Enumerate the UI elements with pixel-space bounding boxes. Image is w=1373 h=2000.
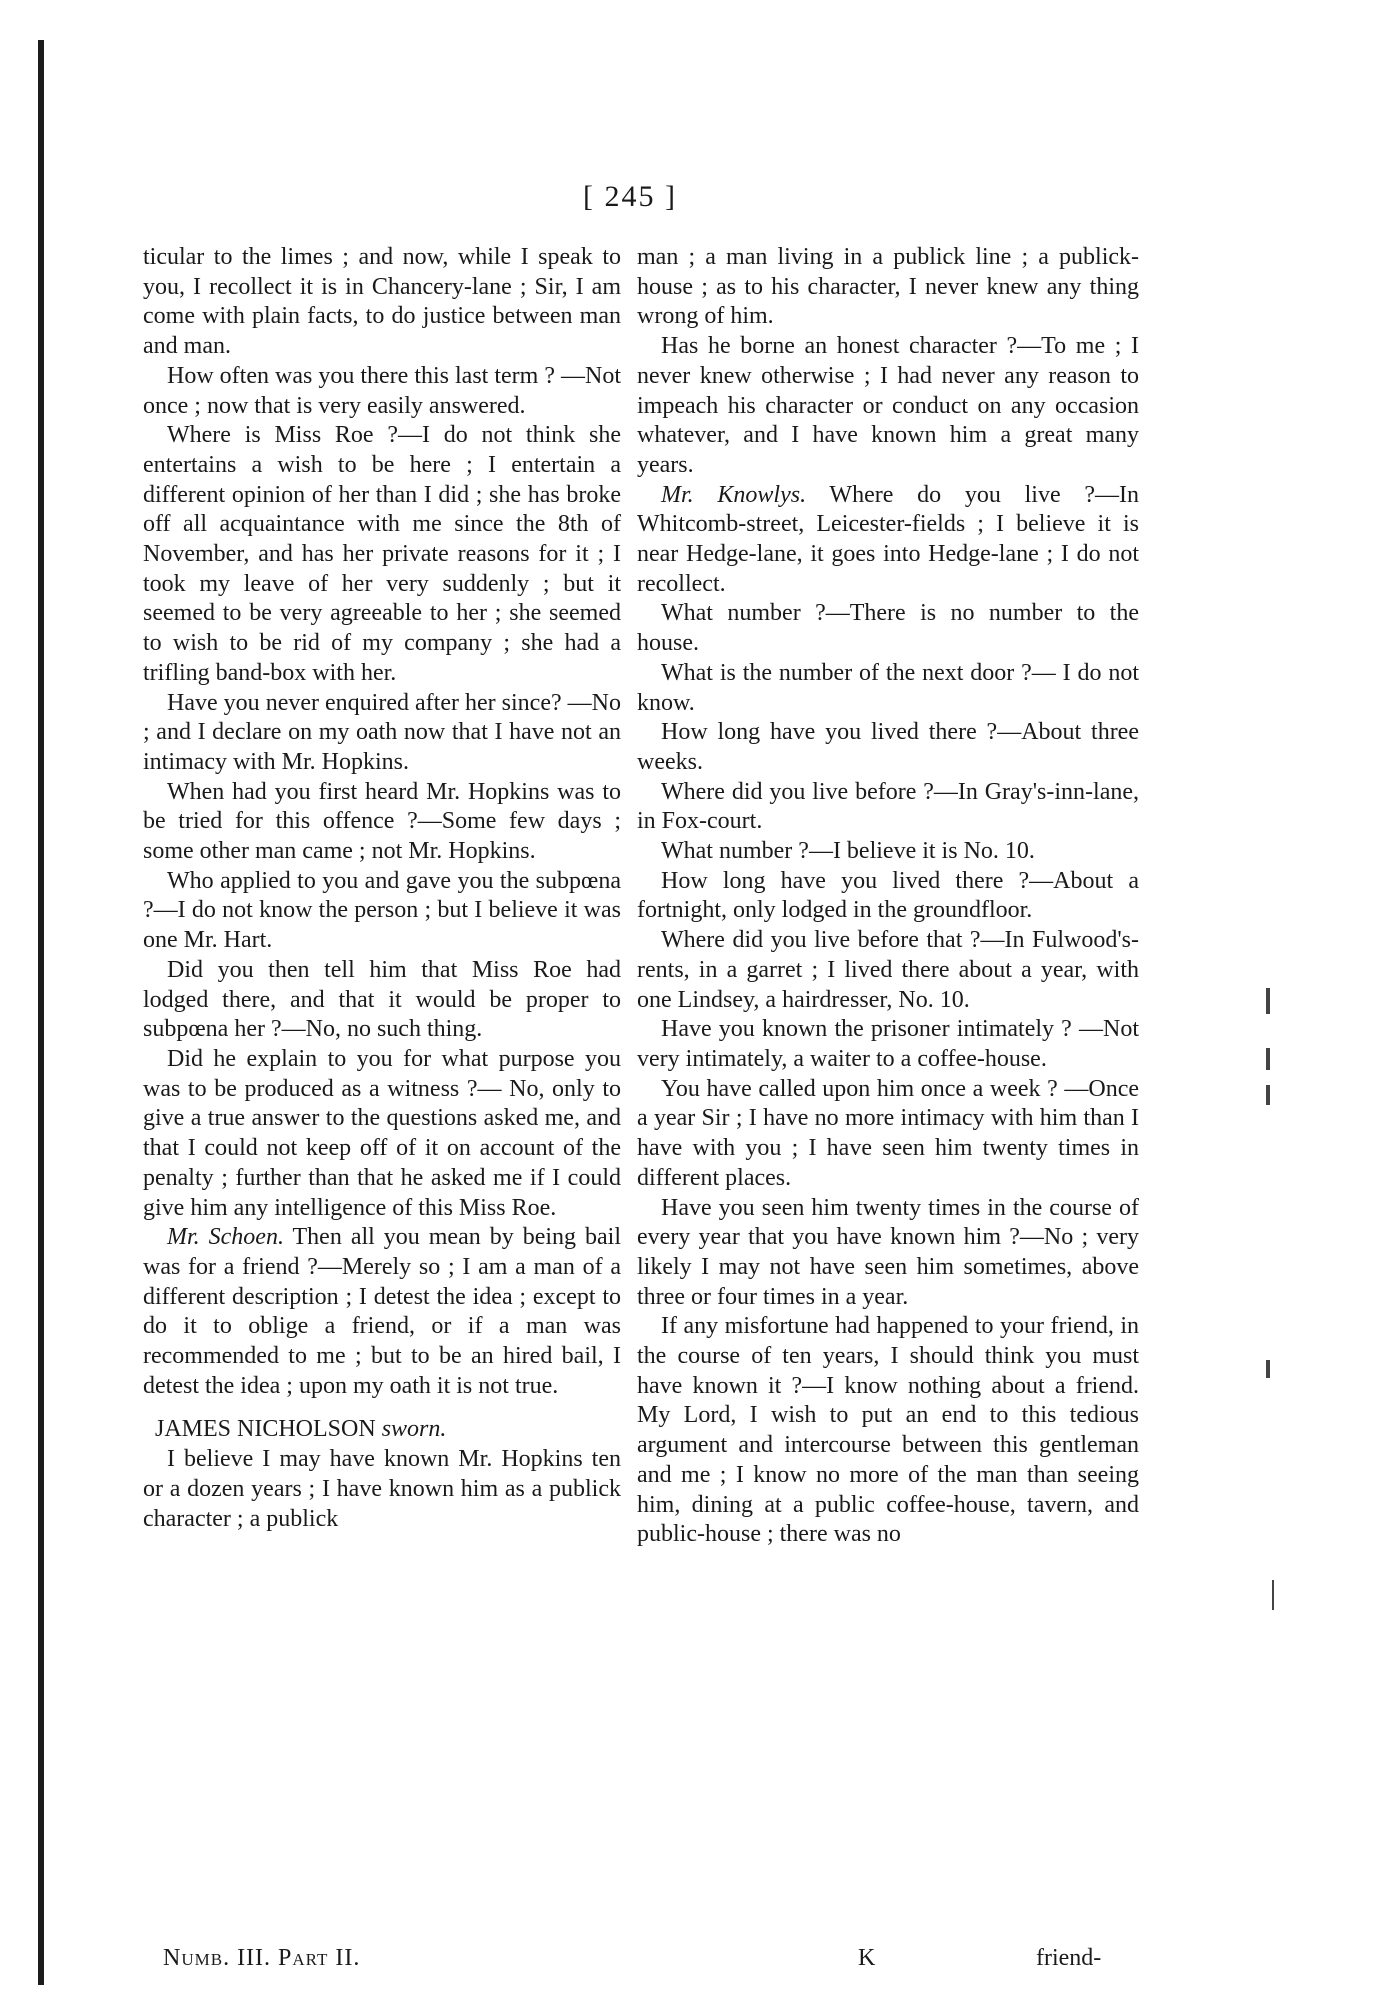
- paragraph: How often was you there this last term ? —Not once ; now that is very easily answered.: [143, 362, 621, 419]
- paragraph: What is the number of the next door ?— I do not know.: [637, 659, 1139, 716]
- paragraph: Where is Miss Roe ?—I do not think she entertains a wish to be here ; I entertain a different opinion of her than I did ; she has broke off all acquaintance with me since the 8th of November, and has her private reasons for it ; I took my leave of her very suddenly ; but it seemed to be very agreeable to her ; she seemed to wish to be rid of my company ; she had a trifling band-box with her.: [143, 422, 621, 686]
- scan-artifact: [1272, 1580, 1274, 1610]
- speaker-name: Mr. Knowlys.: [661, 481, 807, 508]
- paragraph: You have called upon him once a week ? —Once a year Sir ; I have no more intimacy with him than I have with you ; I have seen him twenty times in different places.: [637, 1075, 1139, 1191]
- paragraph: I believe I may have known Mr. Hopkins ten or a dozen years ; I have known him as a publick character ; a publick: [143, 1446, 621, 1532]
- witness-sworn: sworn.: [381, 1416, 447, 1443]
- right-column: [637, 243, 1139, 1550]
- witness-name: JAMES NICHOLSON: [155, 1416, 376, 1443]
- paragraph: Where did you live before ?—In Gray's-inn-lane, in Fox-court.: [637, 778, 1139, 835]
- paragraph: When had you first heard Mr. Hopkins was to be tried for this offence ?—Some few days ; some other man came ; not Mr. Hopkins.: [143, 778, 621, 865]
- catchword: friend-: [1036, 1945, 1102, 1971]
- scan-artifact: [1266, 1048, 1270, 1070]
- scan-artifact: [1266, 1360, 1270, 1378]
- paragraph: Have you known the prisoner intimately ? —Not very intimately, a waiter to a coffee-house.: [637, 1016, 1139, 1072]
- paragraph: man ; a man living in a publick line ; a publick-house ; as to his character, I never knew any thing wrong of him.: [637, 244, 1139, 330]
- paragraph: Have you seen him twenty times in the course of every year that you have known him ?—No ; very likely I may not have seen him sometimes, above three or four times in a year.: [637, 1194, 1139, 1310]
- paragraph: Have you never enquired after her since? —No ; and I declare on my oath now that I have not an intimacy with Mr. Hopkins.: [143, 689, 621, 775]
- paragraph: [143, 1223, 621, 1401]
- paragraph: How long have you lived there ?—About three weeks.: [637, 719, 1139, 775]
- paragraph-text: Where do you live ?—In Whitcomb-street, Leicester-fields ; I believe it is near Hedge-lane, it goes into Hedge-lane ; I do not recollect.: [637, 481, 1139, 597]
- sheet-mark: K: [858, 1945, 876, 1971]
- paragraph: [637, 481, 1139, 600]
- speaker-name: Mr. Schoen.: [167, 1224, 284, 1251]
- paragraph: Has he borne an honest character ?—To me ; I never knew otherwise ; I had never any reason to impeach his character or conduct on any occasion whatever, and I have known him a great many years.: [637, 333, 1139, 478]
- scan-artifact: [1266, 1085, 1270, 1105]
- paragraph: ticular to the limes ; and now, while I speak to you, I recollect it is in Chancery-lane ; Sir, I am come with plain facts, to do justice between man and man.: [143, 244, 621, 360]
- page-number: [ 245 ]: [583, 180, 677, 213]
- signature-line: Numb. III. Part II.: [163, 1945, 361, 1971]
- paragraph-text: Then all you mean by being bail was for a friend ?—Merely so ; I am a man of a different description ; I detest the idea ; except to do it to oblige a friend, or if a man was recommended to me ; but to be an hired bail, I detest the idea ; upon my oath it is not true.: [143, 1224, 621, 1399]
- paragraph: What number ?—I believe it is No. 10.: [661, 838, 1035, 865]
- paragraph: Did you then tell him that Miss Roe had lodged there, and that it would be proper to subpœna her ?—No, no such thing.: [143, 956, 621, 1043]
- paragraph: If any misfortune had happened to your friend, in the course of ten years, I should think you must have known it ?—I know nothing about a friend. My Lord, I wish to put an end to this tedious argument and intercourse between this gentleman and me ; I know no more of the man than seeing him, dining at a public coffee-house, tavern, and public-house ; there was no: [637, 1313, 1139, 1548]
- page-binding-edge: [38, 40, 44, 1985]
- left-column: [143, 243, 621, 1534]
- paragraph: Who applied to you and gave you the subpœna ?—I do not know the person ; but I believe it was one Mr. Hart.: [143, 867, 621, 954]
- paragraph: Did he explain to you for what purpose you was to be produced as a witness ?— No, only to give a true answer to the questions asked me, and that I could not keep off of it on account of the penalty ; further than that he asked me if I could give him any intelligence of this Miss Roe.: [143, 1045, 621, 1221]
- paragraph: What number ?—There is no number to the house.: [637, 600, 1139, 657]
- paragraph: How long have you lived there ?—About a fortnight, only lodged in the groundfloor.: [637, 867, 1139, 924]
- witness-heading: [143, 1415, 621, 1445]
- paragraph: Where did you live before that ?—In Fulwood's-rents, in a garret ; I lived there about a year, with one Lindsey, a hairdresser, No. 10.: [637, 927, 1139, 1013]
- scan-artifact: [1266, 988, 1270, 1014]
